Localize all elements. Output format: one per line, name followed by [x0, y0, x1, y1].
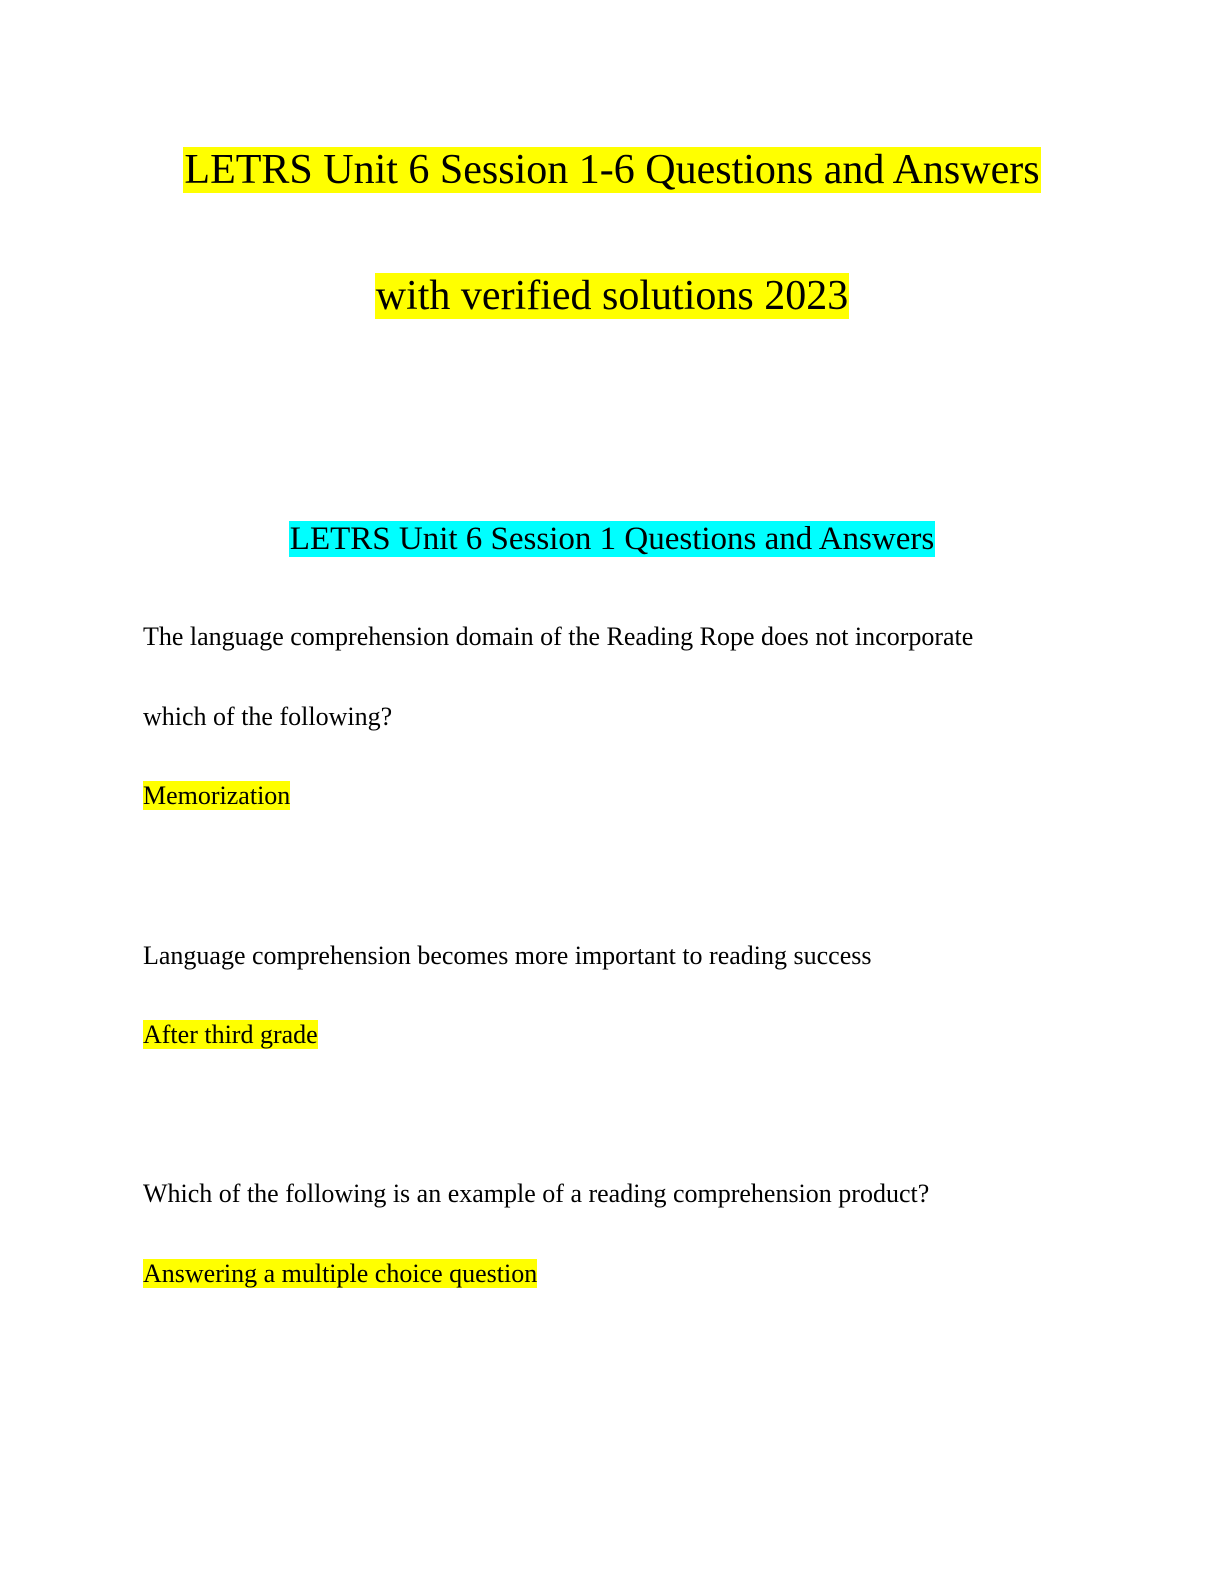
document-title-line-2 — [0, 272, 1224, 320]
answer-2-text: After third grade — [143, 1020, 318, 1049]
answer-3 — [143, 1257, 1123, 1291]
question-1-text-b: which of the following? — [143, 702, 393, 731]
question-1-text-a: The language comprehension domain of the Reading Rope does not incorporate — [143, 622, 974, 651]
question-1-line-1 — [143, 620, 1123, 654]
answer-3-text: Answering a multiple choice question — [143, 1259, 538, 1288]
question-2 — [143, 939, 1123, 973]
question-3-text: Which of the following is an example of a reading comprehension product? — [143, 1179, 930, 1208]
question-2-text: Language comprehension becomes more important to reading success — [143, 941, 872, 970]
answer-1 — [143, 779, 1123, 813]
section-heading — [0, 519, 1224, 559]
section-heading-text: LETRS Unit 6 Session 1 Questions and Answers — [289, 521, 935, 557]
document-title-line-1 — [0, 146, 1224, 194]
title-text-2: with verified solutions 2023 — [375, 273, 849, 319]
question-3 — [143, 1177, 1123, 1211]
question-1-line-2 — [143, 700, 1123, 734]
answer-2 — [143, 1018, 1123, 1052]
title-text-1: LETRS Unit 6 Session 1-6 Questions and Answers — [184, 147, 1040, 193]
answer-1-text: Memorization — [143, 781, 291, 810]
